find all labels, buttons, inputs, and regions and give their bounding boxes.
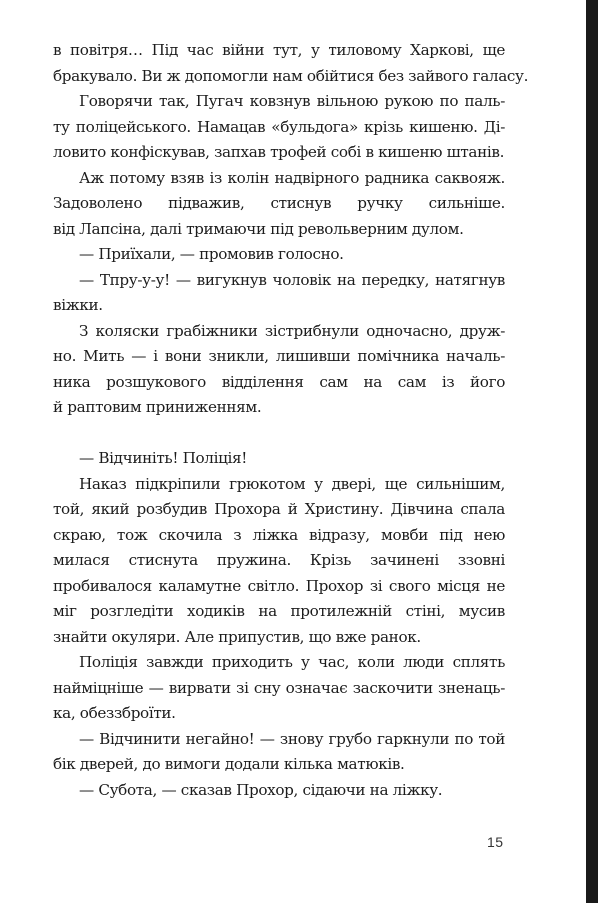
text-line: Поліція завжди приходить у час, коли люди сплять xyxy=(79,653,505,671)
text-line: той, який розбудив Прохора й Христину. Дівчина спала xyxy=(53,500,505,518)
text-line: Говорячи так, Пугач ковзнув вільною рукою по паль- xyxy=(79,92,505,110)
text-line: ловито конфіскував, запхав трофей собі в кишеню штанів. xyxy=(53,143,505,161)
text-line: віжки. xyxy=(53,296,103,314)
text-line: но. Мить — і вони зникли, лишивши помічника началь- xyxy=(53,347,505,365)
text-line: — Приїхали, — промовив голосно. xyxy=(79,245,344,263)
text-line: ника розшукового відділення сам на сам із його xyxy=(53,372,505,391)
page-edge-shadow xyxy=(586,0,598,903)
text-line: милася стиснута пружина. Крізь зачинені ззовні xyxy=(53,551,505,569)
text-line: Наказ підкріпили грюкотом у двері, ще сильнішим, xyxy=(79,474,505,493)
text-line: скраю, тож скочила з ліжка відразу, мовби під нею xyxy=(53,525,505,544)
text-line: — Відчиніть! Поліція! xyxy=(79,449,247,467)
text-line: З коляски грабіжники зістрибнули одночасно, друж- xyxy=(79,321,505,340)
text-line: Задоволено підважив, стиснув ручку сильніше. xyxy=(53,194,505,212)
text-line: від Лапсіна, далі тримаючи під револьверним дулом. xyxy=(53,219,464,238)
text-line: пробивалося каламутне світло. Прохор зі свого місця не xyxy=(53,576,505,595)
body-text xyxy=(53,38,529,803)
text-line: бракувало. Ви ж допомогли нам обійтися без зайвого галасу. xyxy=(53,66,529,85)
text-line: найміцніше — вирвати зі сну означає заскочити зненаць- xyxy=(53,678,505,697)
text-line: в повітря… Під час війни тут, у тиловому Харкові, ще xyxy=(53,41,505,59)
text-line: — Тпру-у-у! — вигукнув чоловік на передку, натягнув xyxy=(79,270,505,289)
text-line: бік дверей, до вимоги додали кілька матюків. xyxy=(53,755,405,773)
section-break xyxy=(53,421,505,447)
text-line: — Відчинити негайно! — знову грубо гаркнули по той xyxy=(79,729,505,748)
text-line: міг розгледіти ходиків на протилежній стіні, мусив xyxy=(53,602,505,620)
text-line: — Субота, — сказав Прохор, сідаючи на ліжку. xyxy=(79,780,443,799)
page-number: 15 xyxy=(487,834,504,850)
text-line: знайти окуляри. Але припустив, що вже ранок. xyxy=(53,627,421,646)
text-line: ту поліцейського. Намацав «бульдога» крізь кишеню. Ді- xyxy=(53,117,505,136)
text-line: й раптовим приниженням. xyxy=(53,398,262,416)
text-line: ка, обеззброїти. xyxy=(53,704,176,722)
text-line: Аж потому взяв із колін надвірного радника саквояж. xyxy=(79,168,505,187)
